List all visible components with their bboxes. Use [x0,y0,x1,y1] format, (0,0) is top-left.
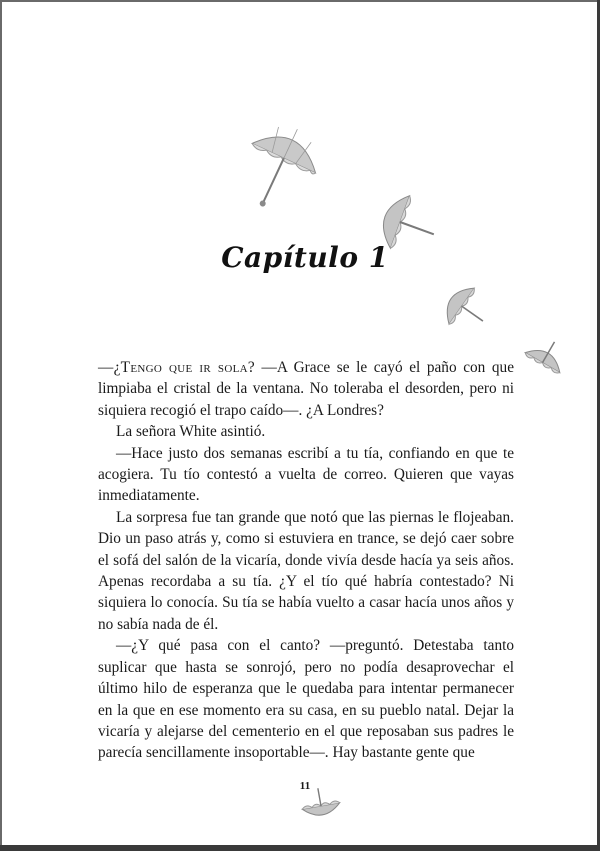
parasol-icon [238,120,328,215]
opening-smallcaps: —¿Tengo que ir sola? [98,359,255,376]
paragraph [98,357,514,421]
chapter-body [98,357,514,764]
paragraph-text: —A Grace se le cayó el paño con que limpiaba el cristal de la ventana. No toleraba el desorden, pero ni siquiera recogió el trapo caído—. ¿A Londres? [98,359,514,419]
paragraph: La sorpresa fue tan grande que notó que las piernas le flojeaban. Dio un paso atrás y, como si estuviera en trance, se dejó caer sobre el sofá del salón de la vicaría, donde vivía desde hacía ya seis años. Apenas recordaba a su tía. ¿Y el tío qué habría contestado? Ni siquiera lo conocía. Su tía se había vuelto a casar hacía unos años y no sabía nada de él. [98,508,514,633]
page-frame-top [0,0,600,2]
paragraph: —¿Y qué pasa con el canto? —preguntó. Detestaba tanto suplicar que hasta se sonrojó, pero no podía desaprovechar el último hilo de esperanza que le quedaba para intentar permanecer en la que en ese momento era su casa, en su pueblo natal. Dejar la vicaría y alejarse del cementerio en el que reposaban sus padres le parecía sencillamente insoportable—. Hay bastante gente que [98,637,514,762]
parasol-icon [518,335,570,385]
paragraph: —Hace justo dos semanas escribí a tu tía, confiando en que te acogiera. Tu tío contestó a vuelta de correo. Quieren que vayas inmediatamente. [98,444,514,505]
chapter-title: Capítulo 1 [221,240,389,274]
page-frame-left [0,0,2,851]
page-number: 11 [299,780,311,792]
page-frame-bottom [0,845,600,851]
paragraph: La señora White asintió. [116,423,266,441]
parasol-icon [296,786,346,826]
parasol-icon [430,275,490,337]
